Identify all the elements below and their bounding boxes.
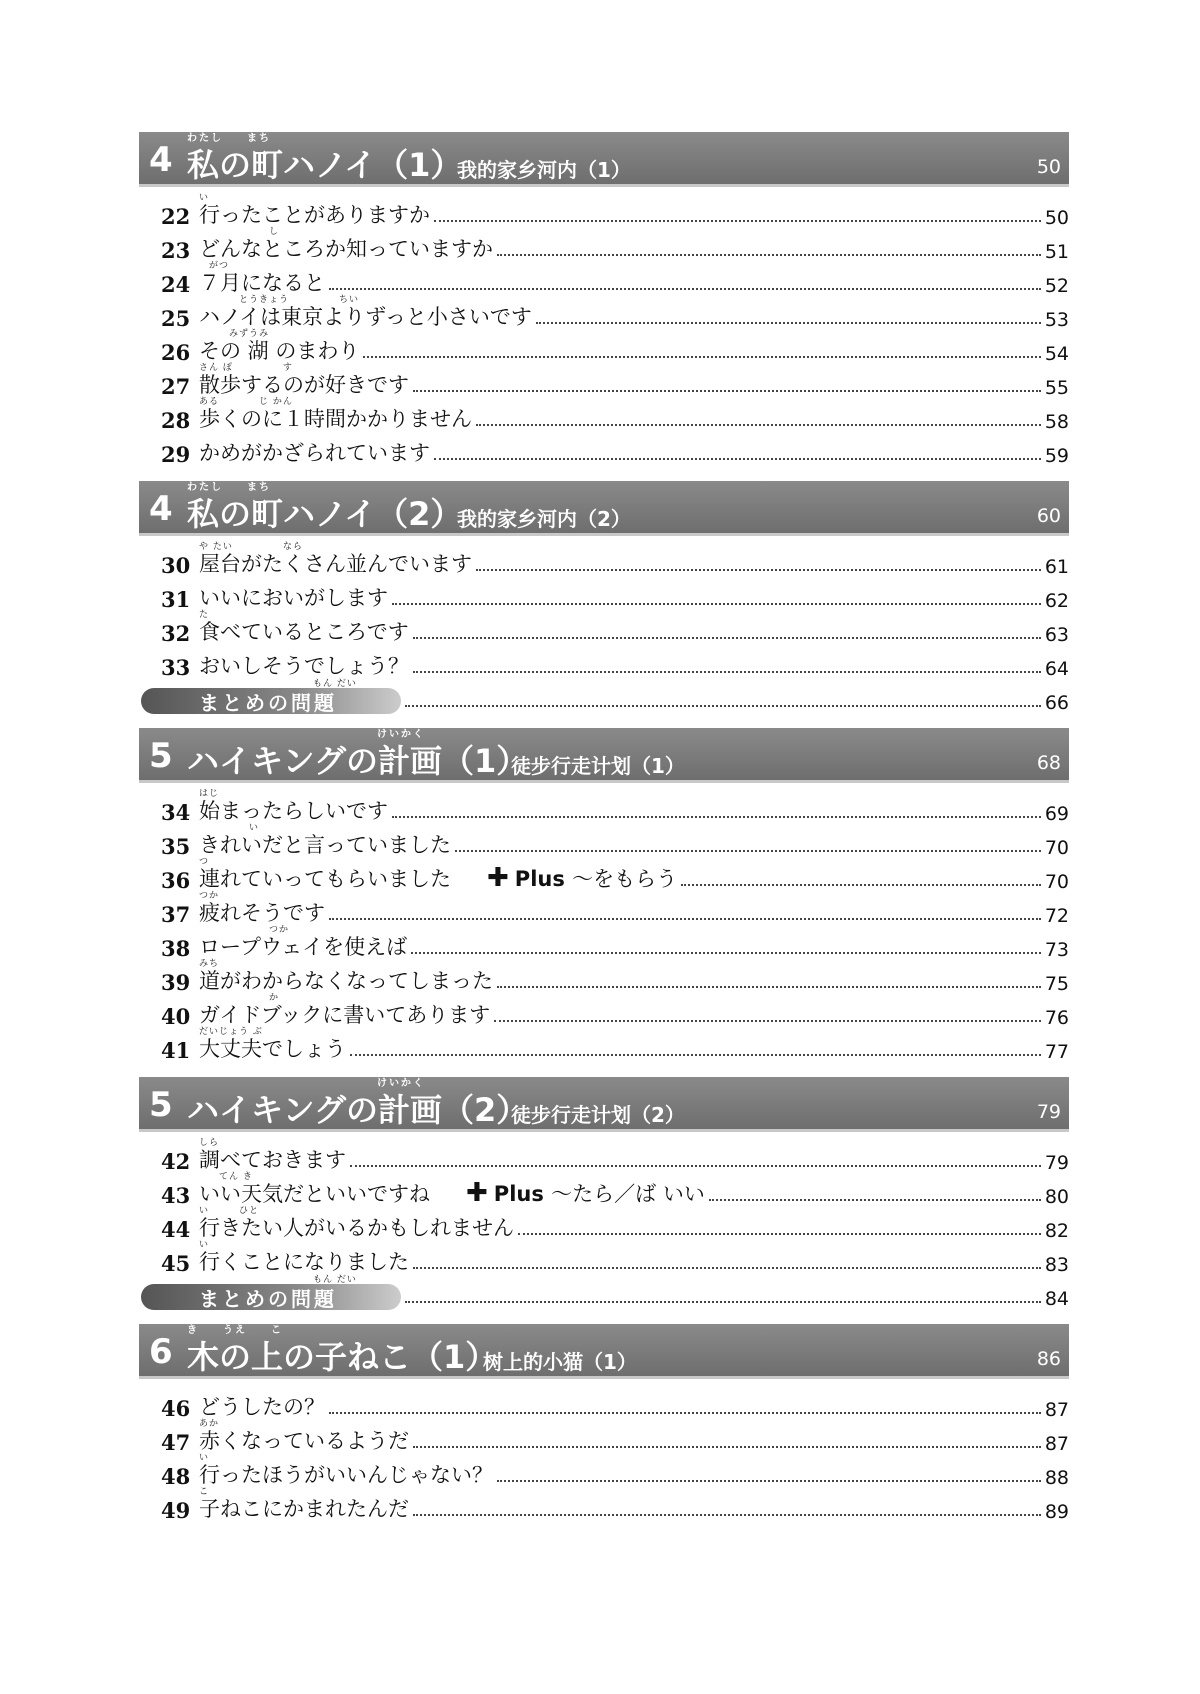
lesson-title-text: 始まったらしいです	[199, 799, 388, 823]
lesson-number: 22	[161, 204, 191, 229]
plus-cross-icon: ✚	[487, 863, 509, 893]
unit-number: 5	[149, 1085, 173, 1125]
lesson-number: 26	[161, 340, 191, 365]
dot-leader	[363, 356, 1040, 358]
lesson-number: 44	[161, 1217, 191, 1242]
lesson-title-text: 歩くのに１時間かかりません	[199, 407, 472, 431]
unit-subtitle: 徒步行走计划（2）	[511, 1103, 685, 1127]
unit-page-number: 79	[1036, 1101, 1061, 1123]
lesson-title-text: 食べているところです	[199, 620, 409, 644]
lesson-row[interactable]	[139, 544, 1069, 578]
lesson-page-number: 77	[1044, 1041, 1069, 1063]
unit-header	[139, 1324, 1069, 1379]
lesson-row[interactable]	[139, 646, 1069, 680]
unit-header	[139, 1077, 1069, 1132]
lesson-furigana: がつ	[199, 261, 230, 271]
lesson-furigana: みち	[199, 959, 220, 969]
dot-leader	[497, 254, 1041, 256]
dot-leader	[709, 1199, 1041, 1201]
lesson-row[interactable]	[139, 995, 1069, 1029]
lesson-page-number: 72	[1044, 905, 1069, 927]
lesson-title-text: 行ったほうがいいんじゃない？	[199, 1463, 493, 1487]
section-spacer	[139, 1063, 1069, 1077]
dot-leader	[329, 1412, 1041, 1414]
lesson-page-number: 73	[1044, 939, 1069, 961]
lesson-number: 47	[161, 1430, 191, 1455]
unit-page-number: 50	[1036, 156, 1061, 178]
review-page-number: 84	[1044, 1288, 1069, 1310]
lesson-row[interactable]	[139, 1489, 1069, 1523]
unit-title: 私の町ハノイ（1）	[187, 146, 463, 184]
lesson-row[interactable]	[139, 1242, 1069, 1276]
lesson-furigana: てん き	[199, 1172, 253, 1182]
lesson-title-text: 行きたい人がいるかもしれません	[199, 1216, 514, 1240]
unit-header	[139, 481, 1069, 536]
lesson-row[interactable]	[139, 1455, 1069, 1489]
lesson-page-number: 55	[1044, 377, 1069, 399]
dot-leader	[413, 390, 1041, 392]
lesson-title-text: 連れていってもらいました	[199, 867, 451, 891]
lesson-page-number: 79	[1044, 1152, 1069, 1174]
lesson-title	[199, 437, 430, 467]
lesson-number: 28	[161, 408, 191, 433]
lesson-number: 27	[161, 374, 191, 399]
lesson-title	[199, 1206, 514, 1242]
lesson-page-number: 61	[1044, 556, 1069, 578]
lesson-row[interactable]	[139, 433, 1069, 467]
dot-leader	[405, 1301, 1041, 1303]
lesson-row[interactable]	[139, 229, 1069, 263]
review-furigana: もん だい	[313, 679, 357, 689]
unit-header	[139, 132, 1069, 187]
lesson-number: 39	[161, 970, 191, 995]
lesson-title-text: ハノイは東京よりずっと小さいです	[199, 305, 532, 329]
lesson-number: 24	[161, 272, 191, 297]
lesson-title	[199, 1419, 409, 1455]
review-row[interactable]	[139, 680, 1069, 714]
lesson-title-text: 子ねこにかまれたんだ	[199, 1497, 409, 1521]
lesson-page-number: 83	[1044, 1254, 1069, 1276]
lesson-row[interactable]	[139, 1140, 1069, 1174]
review-furigana: もん だい	[313, 1275, 357, 1285]
lesson-title-text: おいしそうでしょう？	[199, 654, 409, 678]
lesson-title-text: 赤くなっているようだ	[199, 1429, 409, 1453]
lesson-page-number: 50	[1044, 207, 1069, 229]
review-page-number: 66	[1044, 692, 1069, 714]
lesson-page-number: 88	[1044, 1467, 1069, 1489]
lesson-number: 30	[161, 553, 191, 578]
unit-subtitle: 我的家乡河内（2）	[457, 507, 631, 531]
lesson-row[interactable]	[139, 297, 1069, 331]
lesson-furigana: た	[199, 610, 210, 620]
unit-page-number: 86	[1036, 1348, 1061, 1370]
lesson-row[interactable]	[139, 578, 1069, 612]
dot-leader	[497, 986, 1041, 988]
lesson-row[interactable]	[139, 825, 1069, 859]
lesson-furigana: あか	[199, 1419, 220, 1429]
dot-leader	[329, 288, 1041, 290]
lesson-title	[199, 650, 409, 680]
lesson-furigana: い	[199, 1453, 210, 1463]
unit-number: 4	[149, 140, 173, 180]
lesson-title	[199, 397, 472, 433]
dot-leader	[350, 1054, 1041, 1056]
lesson-number: 25	[161, 306, 191, 331]
lesson-page-number: 69	[1044, 803, 1069, 825]
unit-title: 私の町ハノイ（2）	[187, 495, 463, 533]
section-spacer	[139, 467, 1069, 481]
lesson-page-number: 52	[1044, 275, 1069, 297]
lesson-number: 49	[161, 1498, 191, 1523]
lesson-furigana: か	[199, 993, 280, 1003]
lesson-title	[199, 823, 451, 859]
lesson-page-number: 63	[1044, 624, 1069, 646]
plus-note	[487, 863, 677, 893]
plus-note	[466, 1178, 705, 1208]
lesson-furigana: だいじょう ぶ	[199, 1027, 263, 1037]
unit-page-number: 68	[1036, 752, 1061, 774]
dot-leader	[476, 424, 1041, 426]
dot-leader	[392, 603, 1041, 605]
lesson-title	[199, 582, 388, 612]
lesson-furigana: い	[199, 823, 260, 833]
dot-leader	[392, 816, 1041, 818]
lesson-title-text: 大丈夫でしょう	[199, 1037, 346, 1061]
dot-leader	[413, 1267, 1041, 1269]
lesson-title	[199, 1027, 346, 1063]
lesson-row[interactable]	[139, 1174, 1069, 1208]
lesson-number: 46	[161, 1396, 191, 1421]
unit-subtitle: 徒步行走计划（1）	[511, 754, 685, 778]
section-spacer	[139, 1523, 1069, 1537]
lesson-page-number: 87	[1044, 1399, 1069, 1421]
lesson-row[interactable]	[139, 859, 1069, 893]
lesson-title-text: 行くことになりました	[199, 1250, 409, 1274]
review-badge	[141, 679, 401, 715]
lesson-furigana: や たい なら	[199, 542, 303, 552]
lesson-row[interactable]	[139, 1208, 1069, 1242]
lesson-page-number: 80	[1044, 1186, 1069, 1208]
lesson-title-text: ガイドブックに書いてあります	[199, 1003, 491, 1027]
lesson-number: 41	[161, 1038, 191, 1063]
dot-leader	[434, 220, 1041, 222]
lesson-number: 29	[161, 442, 191, 467]
lesson-title	[199, 1453, 493, 1489]
unit-subtitle: 我的家乡河内（1）	[457, 158, 631, 182]
lesson-row[interactable]	[139, 791, 1069, 825]
dot-leader	[350, 1165, 1041, 1167]
lesson-title-text: 行ったことがありますか	[199, 203, 430, 227]
lesson-title	[199, 857, 451, 893]
lesson-number: 43	[161, 1183, 191, 1208]
dot-leader	[413, 1446, 1041, 1448]
lesson-row[interactable]	[139, 1029, 1069, 1063]
unit-header	[139, 728, 1069, 783]
plus-cross-icon: ✚	[466, 1178, 488, 1208]
lesson-page-number: 76	[1044, 1007, 1069, 1029]
lesson-title	[199, 1487, 409, 1523]
review-label: まとめの問題	[199, 1286, 337, 1311]
lesson-page-number: 51	[1044, 241, 1069, 263]
lesson-number: 40	[161, 1004, 191, 1029]
plus-text: ～をもらう	[572, 867, 678, 891]
unit-title-furigana: けいかく	[377, 729, 425, 740]
unit-number: 4	[149, 489, 173, 529]
lesson-furigana: し	[199, 227, 280, 237]
lesson-furigana: しら	[199, 1138, 220, 1148]
unit-subtitle: 树上的小猫（1）	[483, 1350, 637, 1374]
unit-title-furigana: わたし まち	[187, 133, 271, 144]
lesson-number: 36	[161, 868, 191, 893]
review-badge	[141, 1275, 401, 1311]
lesson-row[interactable]	[139, 612, 1069, 646]
lesson-furigana: つ	[199, 857, 210, 867]
lesson-title	[199, 1240, 409, 1276]
unit-title-furigana: わたし まち	[187, 482, 271, 493]
dot-leader	[329, 918, 1041, 920]
lesson-title-text: いい天気だといいですね	[199, 1182, 430, 1206]
lesson-page-number: 64	[1044, 658, 1069, 680]
dot-leader	[518, 1233, 1041, 1235]
lesson-title-text: ロープウェイを使えば	[199, 935, 408, 959]
lesson-page-number: 54	[1044, 343, 1069, 365]
lesson-furigana: こ	[199, 1487, 210, 1497]
lesson-title-text: 疲れそうです	[199, 901, 325, 925]
review-row[interactable]	[139, 1276, 1069, 1310]
lesson-page-number: 59	[1044, 445, 1069, 467]
lesson-number: 42	[161, 1149, 191, 1174]
unit-number: 6	[149, 1332, 173, 1372]
plus-text: ～たら／ば いい	[551, 1182, 705, 1206]
lesson-row[interactable]	[139, 399, 1069, 433]
dot-leader	[413, 1514, 1041, 1516]
lesson-title-text: ７月になると	[199, 271, 325, 295]
dot-leader	[455, 850, 1041, 852]
unit-title-furigana: けいかく	[377, 1078, 425, 1089]
plus-label: Plus	[493, 1182, 544, 1206]
lesson-furigana: さん ぽ す	[199, 363, 293, 373]
lesson-number: 34	[161, 800, 191, 825]
lesson-number: 45	[161, 1251, 191, 1276]
dot-leader	[681, 884, 1041, 886]
lesson-title-text: どんなところか知っていますか	[199, 237, 493, 261]
lesson-furigana: い ひと	[199, 1206, 260, 1216]
unit-number: 5	[149, 736, 173, 776]
lesson-title-text: どうしたの？	[199, 1395, 325, 1419]
lesson-title	[199, 542, 472, 578]
section-spacer	[139, 714, 1069, 728]
unit-title: ハイキングの計画（2）	[187, 1091, 529, 1129]
unit-title: 木の上の子ねこ（1）	[187, 1338, 498, 1376]
lesson-number: 35	[161, 834, 191, 859]
lesson-row[interactable]	[139, 1421, 1069, 1455]
lesson-furigana: い	[199, 1240, 210, 1250]
dot-leader	[476, 569, 1041, 571]
lesson-page-number: 62	[1044, 590, 1069, 612]
lesson-number: 32	[161, 621, 191, 646]
lesson-furigana: い	[199, 193, 210, 203]
dot-leader	[411, 952, 1041, 954]
lesson-title-text: その 湖 のまわり	[199, 339, 360, 363]
dot-leader	[413, 637, 1041, 639]
lesson-page-number: 53	[1044, 309, 1069, 331]
plus-label: Plus	[514, 867, 565, 891]
lesson-title	[199, 610, 409, 646]
dot-leader	[413, 671, 1041, 673]
dot-leader	[494, 1020, 1041, 1022]
lesson-title	[199, 227, 493, 263]
lesson-row[interactable]	[139, 1387, 1069, 1421]
dot-leader	[405, 705, 1041, 707]
lesson-title	[199, 925, 408, 961]
lesson-title-text: いいにおいがします	[199, 586, 388, 610]
lesson-furigana: つか	[199, 891, 220, 901]
unit-title-furigana: き うえ こ	[187, 1325, 283, 1336]
unit-title: ハイキングの計画（1）	[187, 742, 529, 780]
review-label: まとめの問題	[199, 690, 337, 715]
lesson-number: 48	[161, 1464, 191, 1489]
lesson-furigana: はじ	[199, 789, 220, 799]
lesson-row[interactable]	[139, 927, 1069, 961]
lesson-title-text: きれいだと言っていました	[199, 833, 451, 857]
table-of-contents	[139, 132, 1069, 1537]
lesson-number: 37	[161, 902, 191, 927]
lesson-number: 33	[161, 655, 191, 680]
lesson-page-number: 70	[1044, 871, 1069, 893]
lesson-furigana: とうきょう ちい	[199, 295, 360, 305]
lesson-furigana: ある じ かん	[199, 397, 293, 407]
lesson-number: 38	[161, 936, 191, 961]
lesson-number: 23	[161, 238, 191, 263]
lesson-page-number: 87	[1044, 1433, 1069, 1455]
lesson-furigana: みずうみ	[199, 329, 270, 339]
dot-leader	[536, 322, 1041, 324]
lesson-number: 31	[161, 587, 191, 612]
dot-leader	[497, 1480, 1041, 1482]
lesson-title-text: 屋台がたくさん並んでいます	[199, 552, 472, 576]
lesson-title-text: 道がわからなくなってしまった	[199, 969, 493, 993]
lesson-page-number: 75	[1044, 973, 1069, 995]
lesson-title-text: かめがかざられています	[199, 441, 430, 465]
dot-leader	[434, 458, 1041, 460]
lesson-title-text: 散歩するのが好きです	[199, 373, 409, 397]
unit-page-number: 60	[1036, 505, 1061, 527]
lesson-page-number: 70	[1044, 837, 1069, 859]
lesson-title-text: 調べておきます	[199, 1148, 346, 1172]
lesson-furigana: つか	[199, 925, 290, 935]
lesson-page-number: 82	[1044, 1220, 1069, 1242]
lesson-page-number: 89	[1044, 1501, 1069, 1523]
lesson-page-number: 58	[1044, 411, 1069, 433]
